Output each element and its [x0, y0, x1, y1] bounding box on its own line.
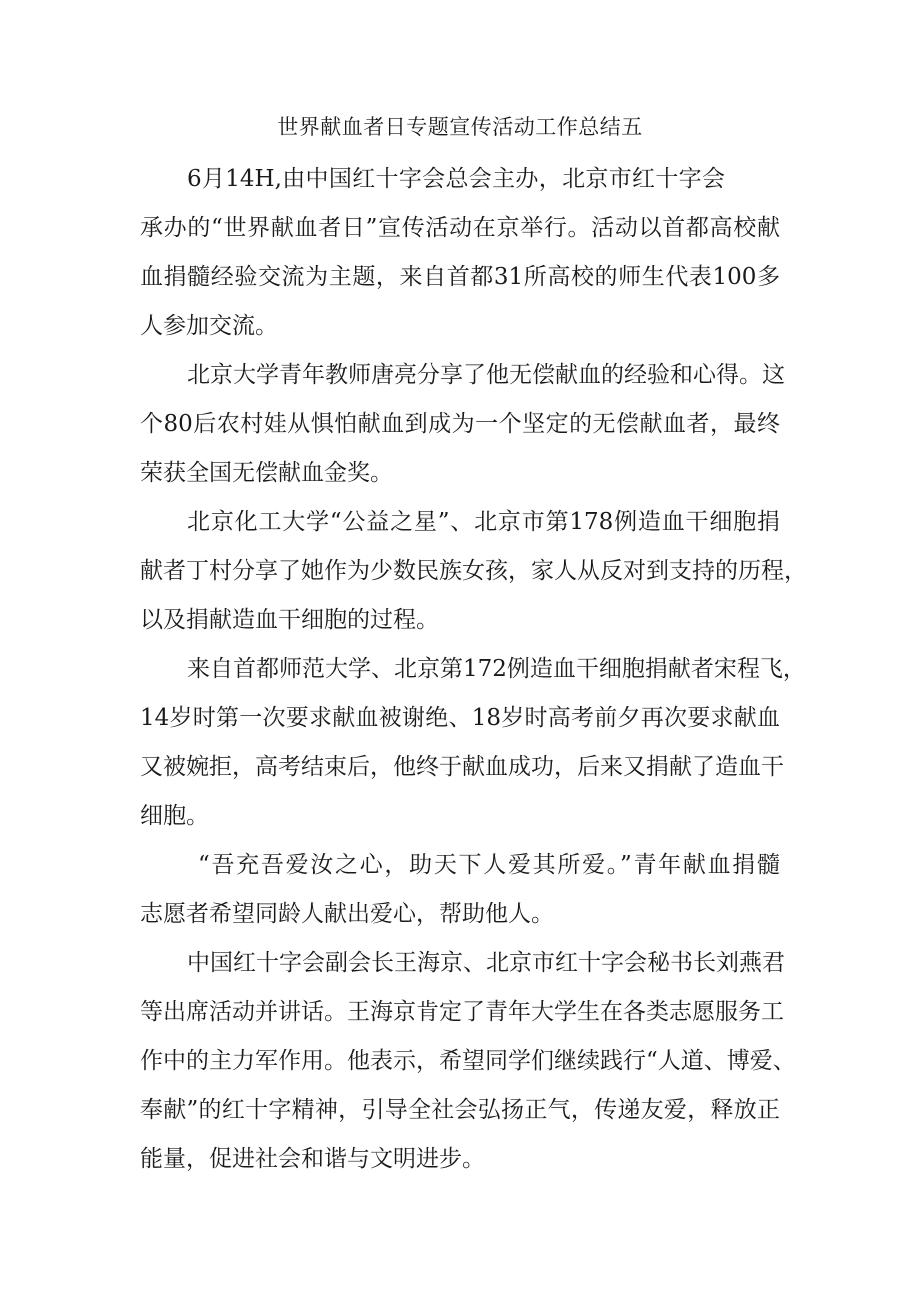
paragraph-1-line-2: 承办的“世界献血者日”宣传活动在京举行。活动以首都高校献	[140, 215, 780, 241]
paragraph-6-line-1: 中国红十字会副会长王海京、北京市红十字会秘书长刘燕君	[187, 950, 785, 976]
paragraph-4-line-3: 又被婉拒，高考结束后，他终于献血成功，后来又捐献了造血干	[140, 754, 784, 780]
paragraph-2-line-3: 荣获全国无偿献血金奖。	[140, 460, 393, 486]
paragraph-2-line-2: 个80后农村娃从惧怕献血到成为一个坚定的无偿献血者，最终	[140, 411, 780, 437]
paragraph-1-line-3: 血捐髓经验交流为主题，来自首都31所高校的师生代表100多	[140, 264, 780, 290]
paragraph-3-line-1: 北京化工大学“公益之星”、北京市第178例造血干细胞捐	[187, 509, 780, 535]
paragraph-3-line-2: 献者丁村分享了她作为少数民族女孩，家人从反对到支持的历程，	[140, 558, 807, 584]
paragraph-4-line-4: 细胞。	[140, 803, 209, 829]
paragraph-6-line-3: 作中的主力军作用。他表示，希望同学们继续践行“人道、博爱、	[140, 1048, 796, 1074]
paragraph-1-line-4: 人参加交流。	[140, 313, 278, 339]
paragraph-5-line-1: “吾充吾爱汝之心，助天下人爱其所爱。”青年献血捐髓	[198, 852, 780, 878]
paragraph-5-line-2: 志愿者希望同龄人献出爱心，帮助他人。	[140, 901, 554, 927]
paragraph-1-line-1: 6月14H,由中国红十字会总会主办，北京市红十字会	[187, 166, 725, 192]
document-title: 世界献血者日专题宣传活动工作总结五	[277, 115, 643, 139]
paragraph-3-line-3: 以及捐献造血干细胞的过程。	[140, 607, 439, 633]
paragraph-6-line-2: 等出席活动并讲话。王海京肯定了青年大学生在各类志愿服务工	[140, 999, 784, 1025]
paragraph-6-line-4: 奉献”的红十字精神，引导全社会弘扬正气，传递友爱，释放正	[140, 1097, 780, 1123]
paragraph-6-line-5: 能量，促进社会和谐与文明进步。	[140, 1146, 485, 1172]
paragraph-4-line-1: 来自首都师范大学、北京第172例造血干细胞捐献者宋程飞，	[187, 656, 806, 682]
paragraph-2-line-1: 北京大学青年教师唐亮分享了他无偿献血的经验和心得。这	[187, 362, 785, 388]
paragraph-4-line-2: 14岁时第一次要求献血被谢绝、18岁时高考前夕再次要求献血	[140, 705, 780, 731]
